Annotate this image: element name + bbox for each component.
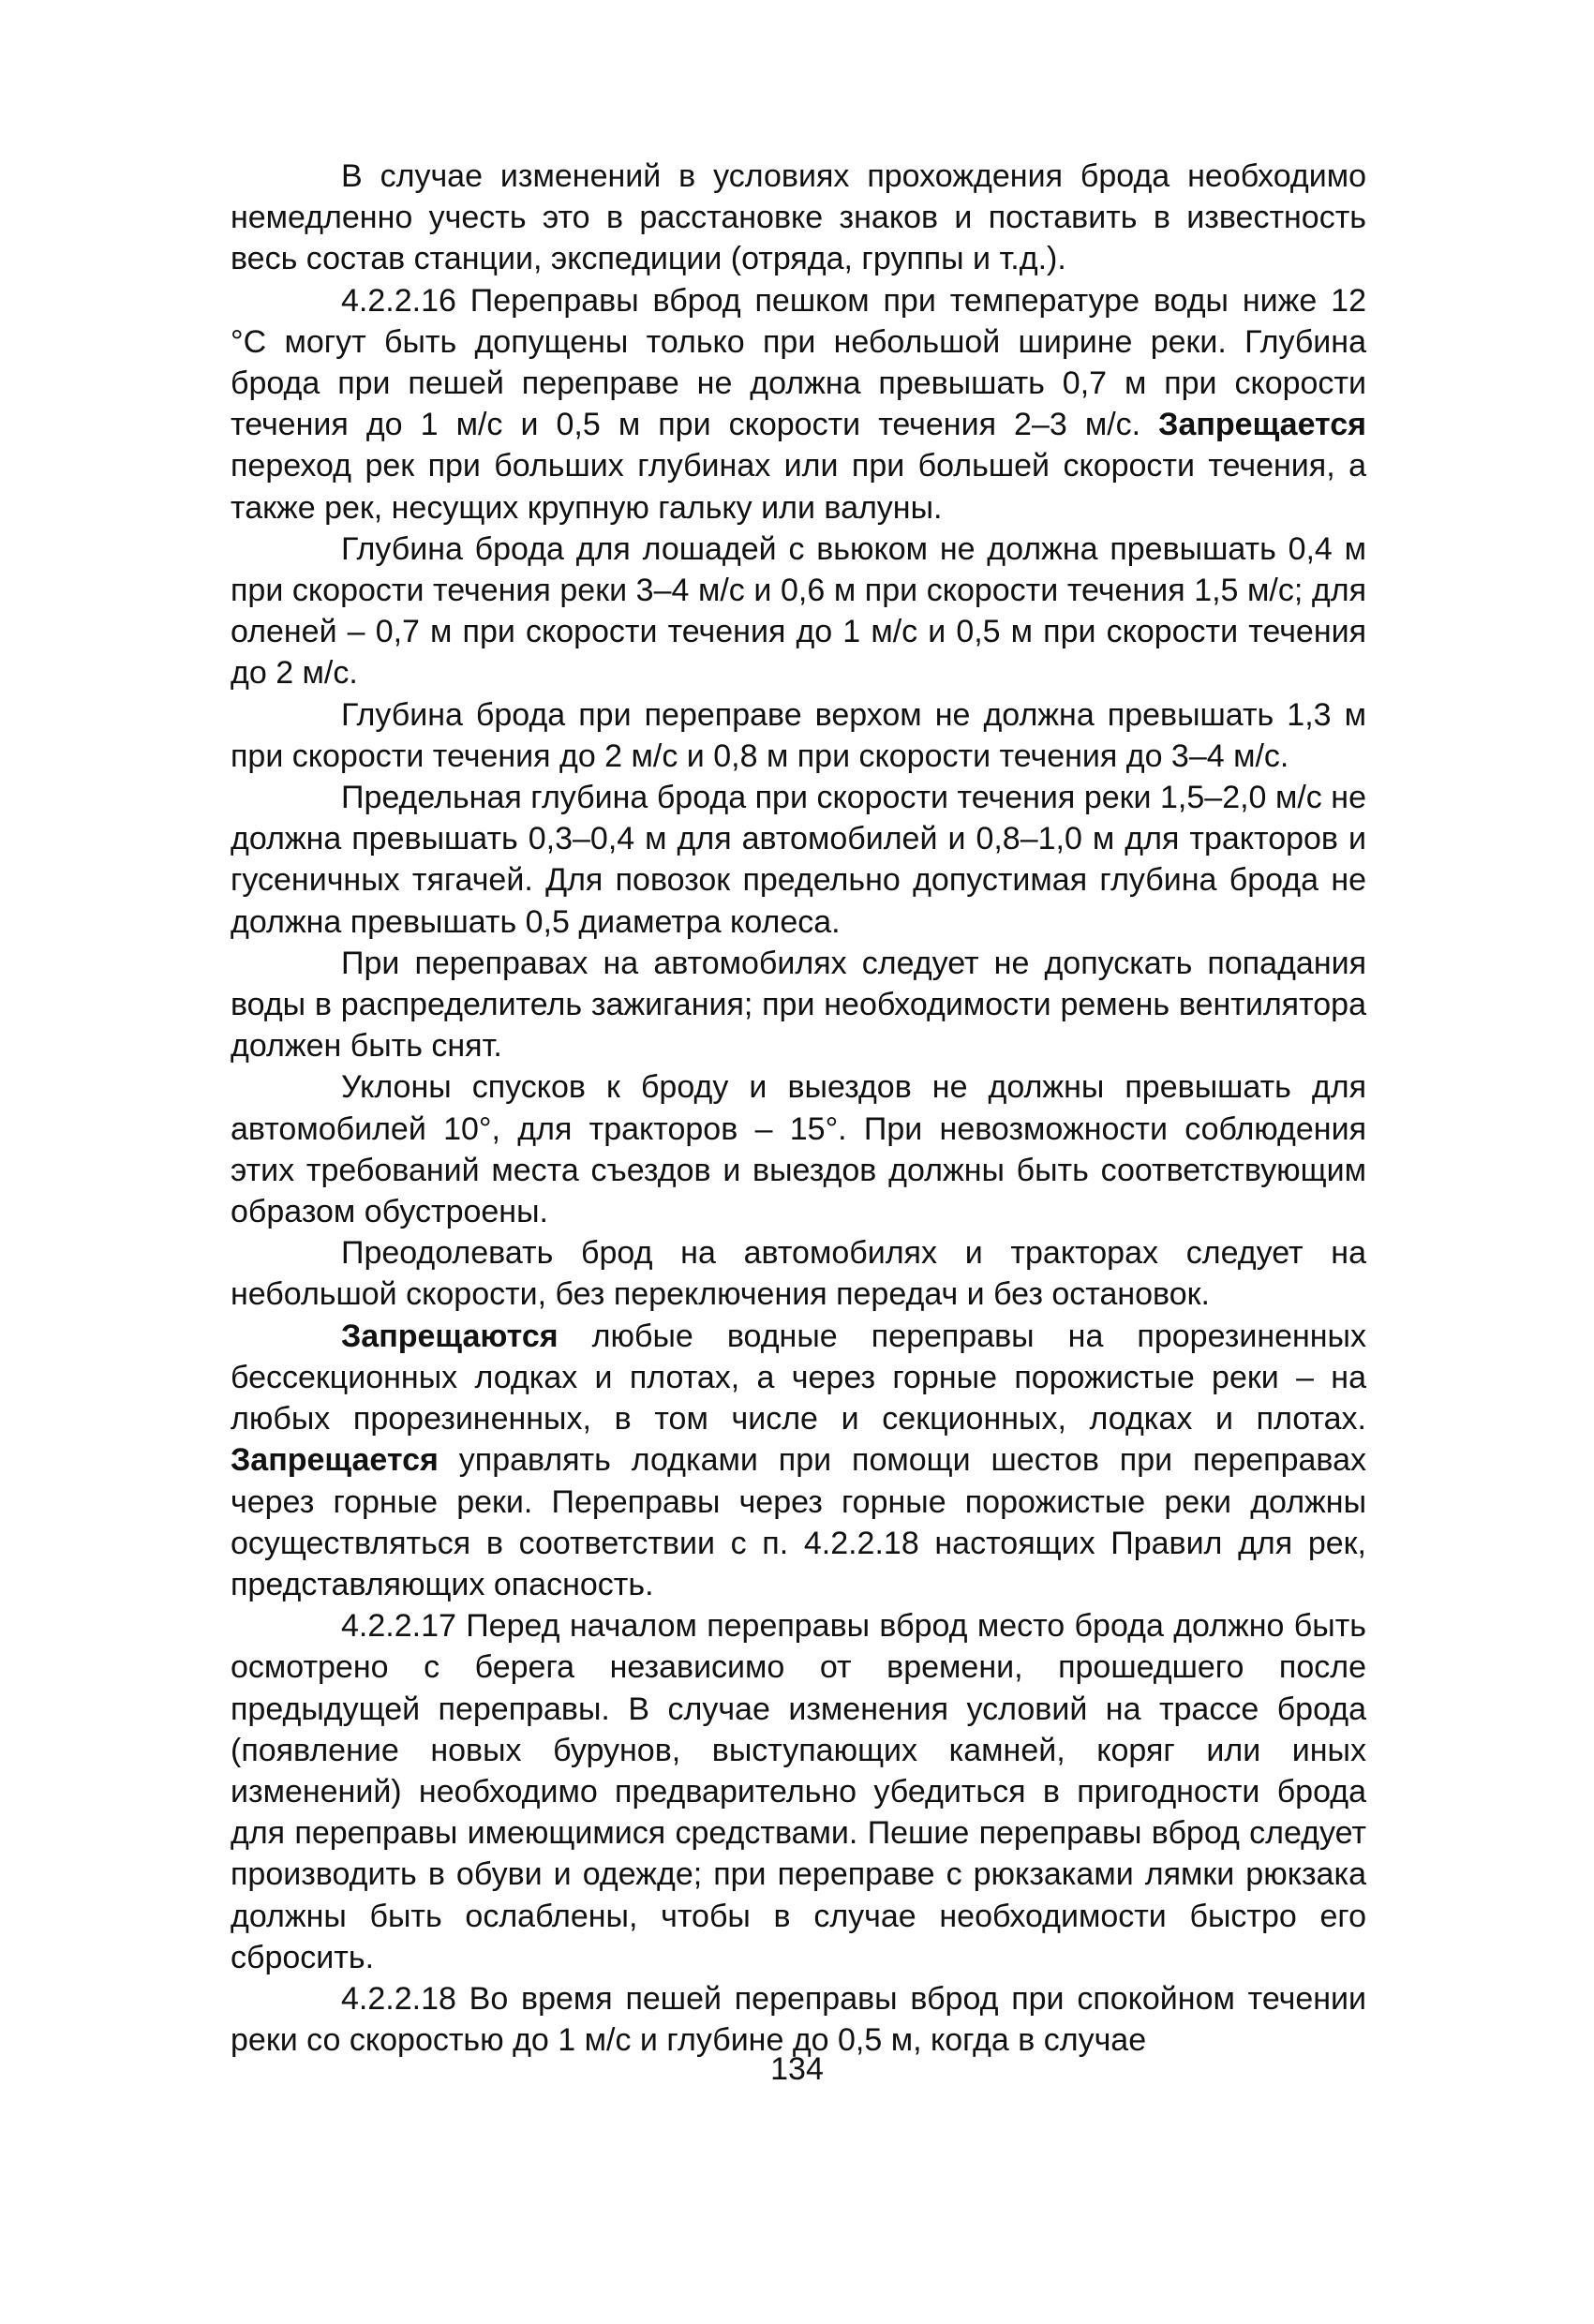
paragraph-3: Глубина брода для лошадей с вьюком не должна превышать 0,4 м при скорости течения реки 3–4 м/с и 0,6 м при скорости течения 1,5 м/с; для оленей – 0,7 м при скорости течения до 1 м/с и 0,5 м при скорости течения до 2 м/с. [231,530,1366,692]
page-body [231,156,1366,2061]
paragraph-8: Преодолевать брод на автомобилях и тракторах следует на небольшой скорости, без переключения передач и без остановок. [231,1235,1366,1313]
paragraph-9-text-a: любые водные переправы на прорезиненных бессекционных лодках и плотах, а через горные порожистые реки – на любых прорезиненных, в том числе и секционных, лодках и плотах. [231,1318,1366,1438]
paragraph-5: Предельная глубина брода при скорости течения реки 1,5–2,0 м/с не должна превышать 0,3–0,4 м для автомобилей и 0,8–1,0 м для тракторов и гусеничных тягачей. Для повозок предельно допустимая глубина брода не должна превышать 0,5 диаметра колеса. [231,780,1366,940]
paragraph-2 [231,280,1366,529]
paragraph-9-bold-b: Запрещается [231,1442,439,1479]
page-number: 134 [770,2051,824,2087]
paragraph-7: Уклоны спусков к броду и выездов не должны превышать для автомобилей 10°, для тракторов – 15°. При невозможности соблюдения этих требований места съездов и выездов должны быть соответствующим образом обустроены. [231,1069,1366,1230]
paragraph-2-bold: Запрещается [1158,407,1366,443]
paragraph-1: В случае изменений в условиях прохождения брода необходимо немедленно учесть это в расстановке знаков и поставить в известность весь состав станции, экспедиции (отряда, группы и т.д.). [231,158,1366,277]
paragraph-2-text-a: 4.2.2.16 Переправы вброд пешком при температуре воды ниже 12 °С могут быть допущены только при небольшой ширине реки. Глубина брода при пешей переправе не должна превышать 0,7 м при скорости течения до 1 м/с и 0,5 м при скорости течения 2–3 м/с. [231,282,1366,443]
paragraph-4: Глубина брода при переправе верхом не должна превышать 1,3 м при скорости течения до 2 м/с и 0,8 м при скорости течения до 3–4 м/с. [231,696,1366,774]
paragraph-6: При переправах на автомобилях следует не допускать попадания воды в распределитель зажигания; при необходимости ремень вентилятора должен быть снят. [231,945,1366,1065]
paragraph-11: 4.2.2.18 Во время пешей переправы вброд при спокойном течении реки со скоростью до 1 м/с и глубине до 0,5 м, когда в случае [231,1980,1366,2059]
paragraph-10: 4.2.2.17 Перед началом переправы вброд место брода должно быть осмотрено с берега независимо от времени, прошедшего после предыдущей переправы. В случае изменения условий на трассе брода (появление новых бурунов, выступающих камней, коряг или иных изменений) необходимо предварительно убедиться в пригодности брода для переправы имеющимися средствами. Пешие переправы вброд следует производить в обуви и одежде; при переправе с рюкзаками лямки рюкзака должны быть ослаблены, чтобы в случае необходимости быстро его сбросить. [231,1608,1366,1975]
paragraph-2-text-b: переход рек при больших глубинах или при большей скорости течения, а также рек, несущих крупную гальку или валуны. [231,448,1366,526]
paragraph-9 [231,1316,1366,1605]
paragraph-9-bold-a: Запрещаются [341,1318,559,1354]
paragraph-9-text-b: управлять лодками при помощи шестов при переправах через горные реки. Переправы через горные порожистые реки должны осуществляться в соответствии с п. 4.2.2.18 настоящих Правил для рек, представляющих опасность. [231,1442,1366,1602]
